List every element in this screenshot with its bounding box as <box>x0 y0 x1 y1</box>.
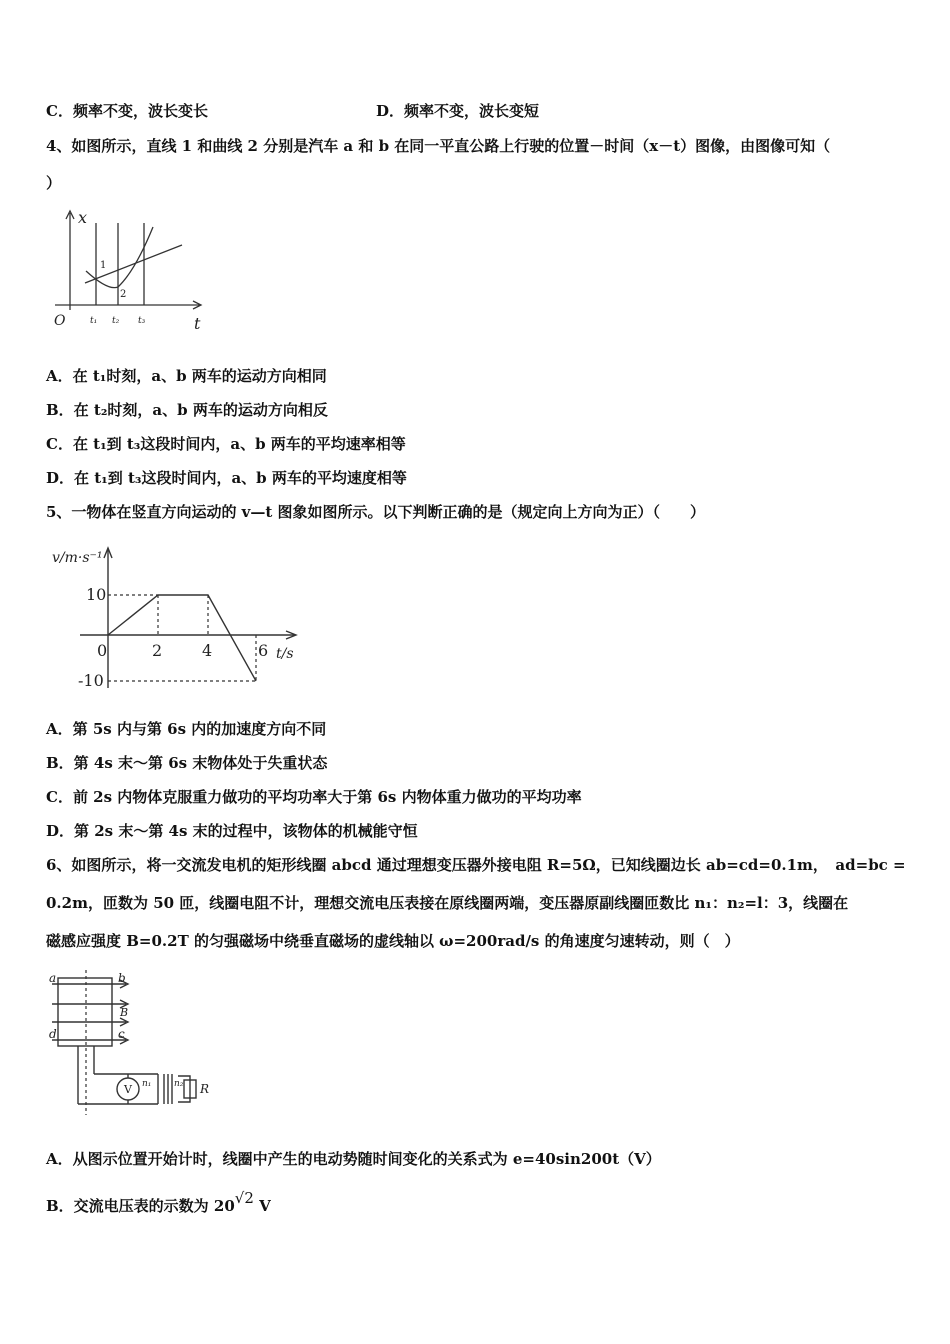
q5-option-c: C．前 2s 内物体克服重力做功的平均功率大于第 6s 内物体重力做功的平均功率 <box>46 788 582 806</box>
q6-label-n2: n₂ <box>174 1079 184 1089</box>
q5-xtick-2: 2 <box>152 641 163 660</box>
q4-tick-t1: t₁ <box>90 316 98 326</box>
q6-stem-line1: 6、如图所示，将一交流发电机的矩形线圈 abcd 通过理想变压器外接电阻 R=5Ω，已知线圈边长 ab=cd=0.1m， ad=bc = <box>46 856 906 874</box>
q5-option-d: D．第 2s 末～第 4s 末的过程中，该物体的机械能守恒 <box>46 822 418 840</box>
q4-line-label: 1 <box>100 260 107 271</box>
q5-xtick-0: 0 <box>97 641 108 660</box>
q6-generator-circuit <box>48 970 228 1120</box>
q4-option-c: C．在 t₁到 t₃这段时间内，a、b 两车的平均速率相等 <box>46 435 406 453</box>
q4-stem-line2: ） <box>46 174 62 192</box>
q6-label-d: d <box>49 1027 57 1041</box>
q6-option-b-prefix: B．交流电压表的示数为 20 <box>46 1197 235 1215</box>
q6-option-b-suffix: V <box>253 1197 271 1215</box>
q6-stem-line2: 0.2m，匝数为 50 匝，线圈电阻不计，理想交流电压表接在原线圈两端，变压器原副线圈匝数比 n₁：n₂=l：3，线圈在 <box>46 894 849 912</box>
q4-stem-line1: 4、如图所示，直线 1 和曲线 2 分别是汽车 a 和 b 在同一平直公路上行驶的位置－时间（x－t）图像，由图像可知（ <box>46 137 831 155</box>
q4-x-axis-label: t <box>194 314 201 333</box>
q5-option-b: B．第 4s 末～第 6s 末物体处于失重状态 <box>46 754 328 772</box>
q4-origin-label: O <box>54 313 66 329</box>
q4-y-axis-label: x <box>78 208 88 227</box>
q5-option-a: A．第 5s 内与第 6s 内的加速度方向不同 <box>46 720 327 738</box>
q4-option-b: B．在 t₂时刻，a、b 两车的运动方向相反 <box>46 401 328 419</box>
q5-xtick-4: 4 <box>202 641 213 660</box>
sqrt-two: √2 <box>234 1189 254 1207</box>
q6-stem-line3: 磁感应强度 B=0.2T 的匀强磁场中绕垂直磁场的虚线轴以 ω=200rad/s 的角速度匀速转动，则（ ） <box>46 932 740 950</box>
q6-label-r: R <box>200 1082 210 1096</box>
q5-vt-graph <box>50 538 310 698</box>
q4-curve-label: 2 <box>120 289 127 300</box>
q5-stem: 5、一物体在竖直方向运动的 v—t 图象如图所示。以下判断正确的是（规定向上方向为正）（ ） <box>46 503 706 521</box>
q5-x-axis-label: t/s <box>276 646 294 662</box>
q4-tick-t3: t₃ <box>138 316 146 326</box>
q5-xtick-6: 6 <box>258 641 269 660</box>
q4-option-d: D．在 t₁到 t₃这段时间内，a、b 两车的平均速度相等 <box>46 469 407 487</box>
q3-option-d: D．频率不变，波长变短 <box>376 102 540 120</box>
q6-label-n1: n₁ <box>142 1079 152 1089</box>
q4-option-a: A．在 t₁时刻，a、b 两车的运动方向相同 <box>46 367 327 385</box>
q4-xt-graph <box>50 205 220 335</box>
q5-y-axis-label: v/m·s⁻¹ <box>52 550 103 566</box>
q5-ytick-10: 10 <box>86 585 107 604</box>
q6-label-c: c <box>118 1027 125 1041</box>
q3-option-c: C．频率不变，波长变长 <box>46 102 208 120</box>
q6-label-b: b <box>118 971 126 985</box>
q4-tick-t2: t₂ <box>112 316 120 326</box>
q6-label-field: B <box>120 1006 129 1019</box>
q6-option-a: A．从图示位置开始计时，线圈中产生的电动势随时间变化的关系式为 e=40sin200t（V） <box>46 1150 661 1168</box>
q6-label-a: a <box>49 971 57 985</box>
q6-voltmeter-label: V <box>124 1083 132 1096</box>
q5-ytick-neg10: -10 <box>78 671 104 690</box>
q6-option-b <box>46 1189 271 1216</box>
